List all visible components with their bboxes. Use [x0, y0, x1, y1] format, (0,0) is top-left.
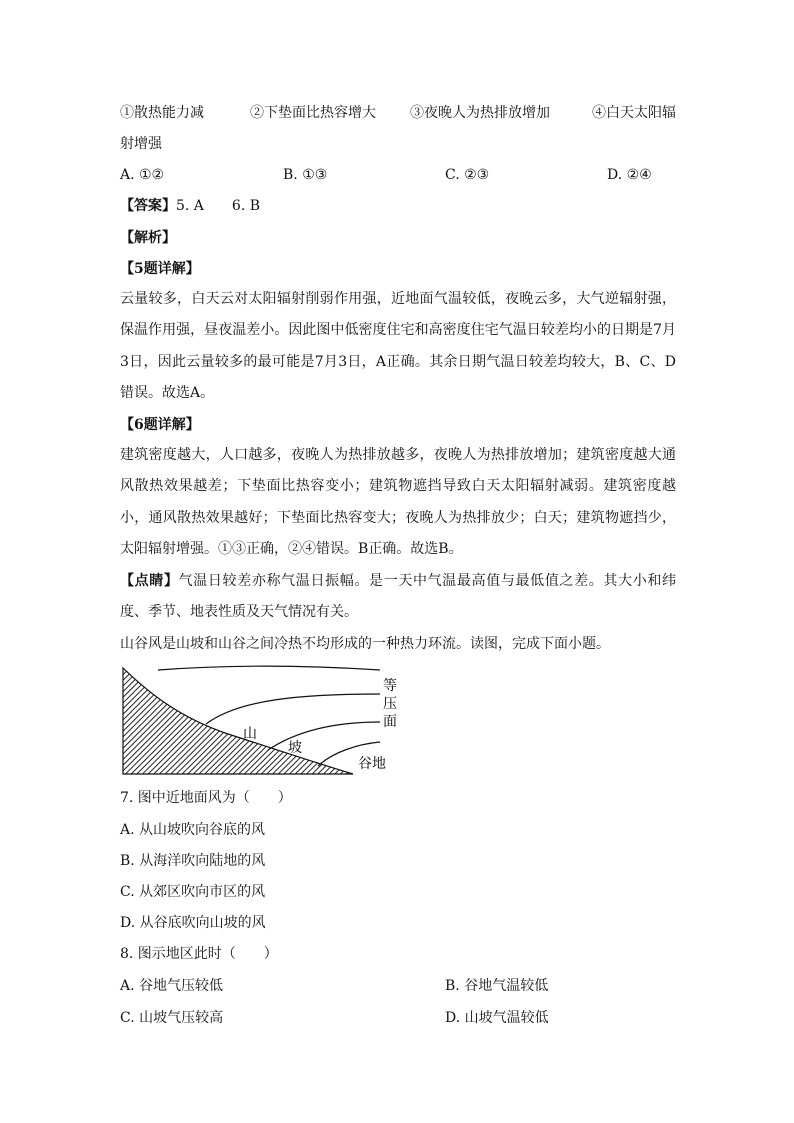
q6-option-4: ④白天太阳辐 [592, 105, 676, 121]
q7-option-c: C. 从郊区吹向市区的风 [120, 884, 266, 900]
q8-stem: 8. 图示地区此时（ ） [120, 946, 278, 962]
q6-choice-a: A. ①② [120, 167, 165, 183]
q5-detail-text: 云量较多，白天云对太阳辐射削弱作用强，近地面气温较低，夜晚云多，大气逆辐射强，保温作用强，昼夜温差小。因此图中低密度住宅和高密度住宅气温日较差均小的日期是7月3日，因此云量较多的最可能是7月3日，A正确。其余日期气温日较差均较大，B、C、D错误。故选A。 [120, 291, 676, 401]
isobar-label-2: 压 [383, 696, 397, 712]
q6-option-4-continued: 射增强 [120, 136, 162, 152]
q7-option-d: D. 从谷底吹向山坡的风 [120, 915, 266, 931]
answer-text: 5. A 6. B [176, 198, 261, 214]
isobar-line-1 [158, 666, 380, 670]
q6-option-1: ①散热能力减 [120, 105, 204, 121]
q7-stem: 7. 图中近地面风为（ ） [120, 790, 292, 806]
q8-option-c: C. 山坡气压较高 [120, 1010, 224, 1026]
isobar-line-2 [206, 694, 380, 724]
tip-label: 【点睛】 [120, 573, 179, 589]
q8-option-a: A. 谷地气压较低 [120, 978, 224, 994]
q8-option-d: D. 山坡气温较低 [445, 1010, 549, 1026]
analysis-label: 【解析】 [120, 230, 176, 246]
q6-choice-d: D. ②④ [607, 167, 652, 183]
q7-option-b: B. 从海洋吹向陆地的风 [120, 853, 266, 869]
tip-block [120, 566, 676, 629]
slope-label: 坡 [288, 740, 302, 756]
section-intro: 山谷风是山坡和山谷之间冷热不均形成的一种热力环流。读图，完成下面小题。 [120, 636, 610, 652]
mountain-slope-shape [123, 668, 353, 774]
answer-label: 【答案】 [120, 198, 176, 214]
q6-option-3: ③夜晚人为热排放增加 [410, 105, 550, 121]
q6-choice-b: B. ①③ [283, 167, 328, 183]
q5-detail-label: 【5题详解】 [120, 261, 200, 277]
tip-text: 气温日较差亦称气温日振幅。是一天中气温最高值与最低值之差。其大小和纬度、季节、地表性质及天气情况有关。 [120, 573, 677, 621]
q6-detail-text: 建筑密度越大，人口越多，夜晚人为热排放越多，夜晚人为热排放增加；建筑密度越大通风散热效果越差；下垫面比热容变小；建筑物遮挡导致白天太阳辐射减弱。建筑密度越小，通风散热效果越好；下垫面比热容变大；夜晚人为热排放少；白天；建筑物遮挡少，太阳辐射增强。①③正确，②④错误。B正确。故选B。 [120, 447, 676, 557]
q6-detail-label: 【6题详解】 [120, 417, 200, 433]
q6-choice-c: C. ②③ [445, 167, 490, 183]
answer-line [120, 196, 260, 216]
isobar-line-3 [268, 722, 380, 750]
q6-option-2: ②下垫面比热容增大 [250, 105, 376, 121]
q7-option-a: A. 从山坡吹向谷底的风 [120, 822, 266, 838]
valley-label: 谷地 [358, 756, 386, 772]
isobar-label-3: 面 [383, 714, 397, 730]
isobar-label-1: 等 [383, 678, 397, 694]
valley-wind-figure [118, 662, 408, 780]
q8-option-b: B. 谷地气温较低 [445, 978, 549, 994]
mountain-label: 山 [243, 726, 257, 742]
